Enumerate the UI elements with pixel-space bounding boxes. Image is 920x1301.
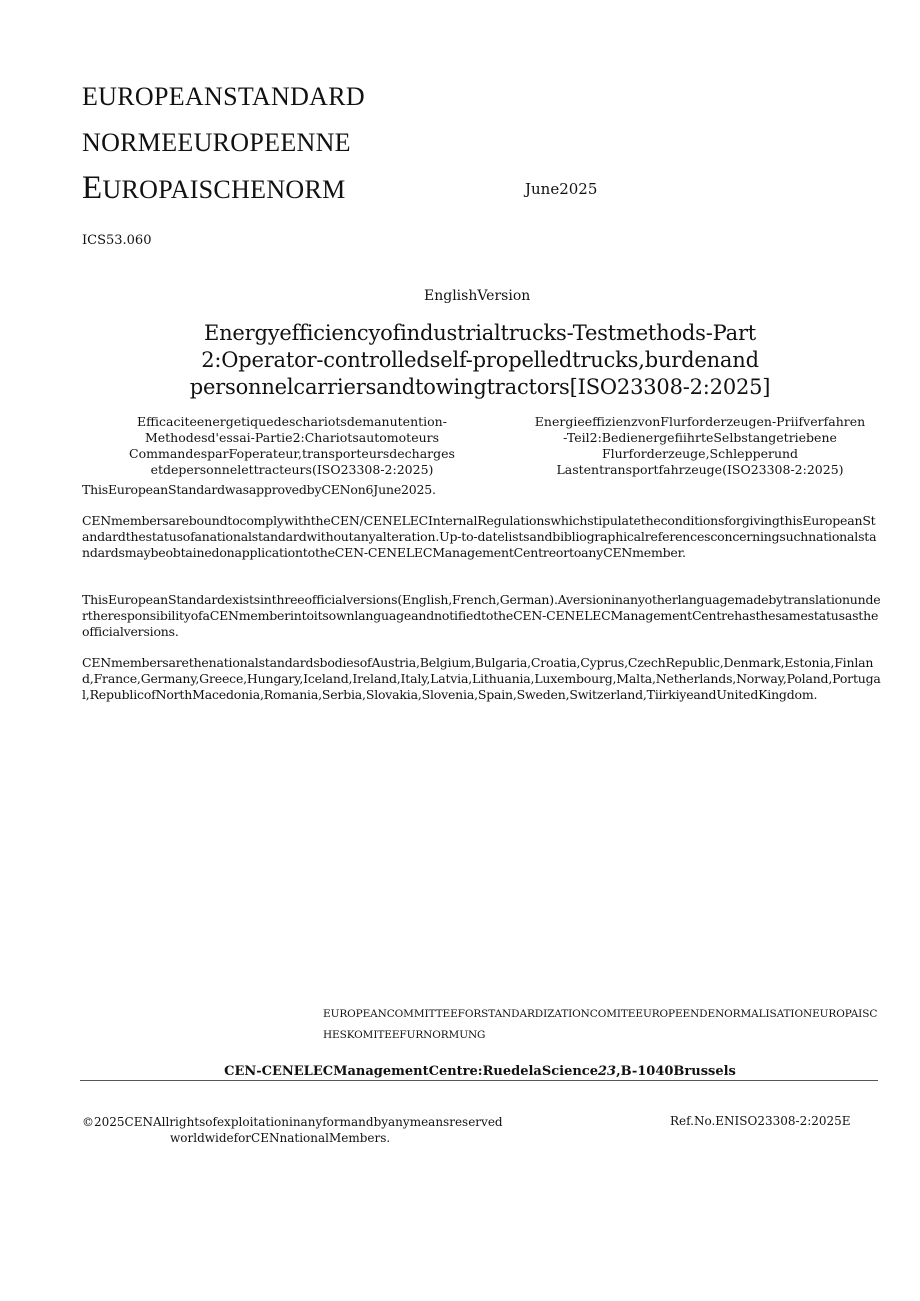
standard-heading-fr: NORMEEUROPEENNE: [82, 128, 351, 157]
address-number: 23: [598, 1064, 617, 1079]
copyright-line: ©2025CENAllrightsofexploitationinanyformandbyanymeansreserved: [82, 1115, 503, 1129]
standard-heading-de: [82, 170, 346, 207]
german-title-line: Flurforderzeuge,Schlepperund: [601, 446, 799, 461]
document-title: [150, 320, 810, 401]
address-prefix: CEN-CENELECManagementCentre:RuedelaScience: [224, 1064, 598, 1079]
copyright-line: worldwideforCENnationalMembers.: [170, 1131, 391, 1145]
german-title-line: -Teil2:BedienergefiihrteSelbstangetriebene: [563, 430, 837, 445]
french-title-line: etdepersonnelettracteurs(ISO23308-2:2025): [150, 462, 434, 477]
ics-code: ICS53.060: [82, 233, 152, 248]
approval-statement: ThisEuropeanStandardwasapprovedbyCENon6June2025.: [82, 482, 436, 497]
footer-divider: [80, 1080, 878, 1081]
german-title-line: EnergieeffizienzvonFlurforderzeugen-Priifverfahren: [534, 414, 866, 429]
french-title-line: Methodesd'essai-Partie2:Chariotsautomoteurs: [144, 430, 440, 445]
french-title: [82, 414, 502, 478]
heading-rest: UROPAISCHENORM: [102, 175, 346, 204]
paragraph-compliance: CENmembersareboundtocomplywiththeCEN/CENELECInternalRegulationswhichstipulatetheconditionsforgivingthisEuropeanStandardthestatusofanationalstandardwithoutanyalteration.Up-to-datelistsandbibliographicalreferencesconcerningsuchnationalstandardsmaybeobtainedonapplicationtotheCEN-CENELECManagementCentreortoanyCENmember.: [82, 513, 877, 560]
french-title-line: CommandesparFoperateur,transporteursdecharges: [129, 446, 455, 461]
title-line: Energyefficiencyofindustrialtrucks-Testmethods-Part: [203, 321, 757, 345]
reference-number: Ref.No.ENISO23308-2:2025E: [670, 1114, 851, 1128]
committee-name: EUROPEANCOMMITTEEFORSTANDARDIZATIONCOMITEEUROPEENDENORMALISATIONEUROPAISCHESKOMITEEFURNORMUNG: [323, 1008, 878, 1041]
version-label: EnglishVersion: [424, 288, 531, 304]
management-centre-address: [82, 1064, 878, 1079]
heading-initial: E: [82, 170, 103, 206]
publication-date: June2025: [525, 180, 598, 198]
address-suffix: ,B-1040Brussels: [616, 1064, 736, 1079]
paragraph-versions: ThisEuropeanStandardexistsinthreeofficialversions(English,French,German).AversioninanyotherlanguagemadebytranslationundertheresponsibilityofaCENmemberintoitsownlanguageandnotifiedtotheCEN-CENELECManagementCentrehasthesamestatusastheofficialversions.: [82, 592, 881, 639]
title-line: 2:Operator-controlledself-propelledtrucks,burdenand: [201, 348, 759, 372]
german-title: [520, 414, 880, 478]
standard-heading-en: EUROPEANSTANDARD: [82, 82, 365, 111]
title-line: personnelcarriersandtowingtractors[ISO23308-2:2025]: [189, 375, 771, 399]
paragraph-members: CENmembersarethenationalstandardsbodiesofAustria,Belgium,Bulgaria,Croatia,Cyprus,CzechRepublic,Denmark,Estonia,Finland,France,Germany,Greece,Hungary,Iceland,Ireland,Italy,Latvia,Lithuania,Luxembourg,Malta,Netherlands,Norway,Poland,Portugal,RepublicofNorthMacedonia,Romania,Serbia,Slovakia,Slovenia,Spain,Sweden,Switzerland,TiirkiyeandUnitedKingdom.: [82, 655, 881, 702]
copyright-notice: [82, 1114, 503, 1146]
french-title-line: Efficaciteenergetiquedeschariotsdemanutention-: [137, 414, 447, 429]
german-title-line: Lastentransportfahrzeuge(ISO23308-2:2025): [556, 462, 844, 477]
